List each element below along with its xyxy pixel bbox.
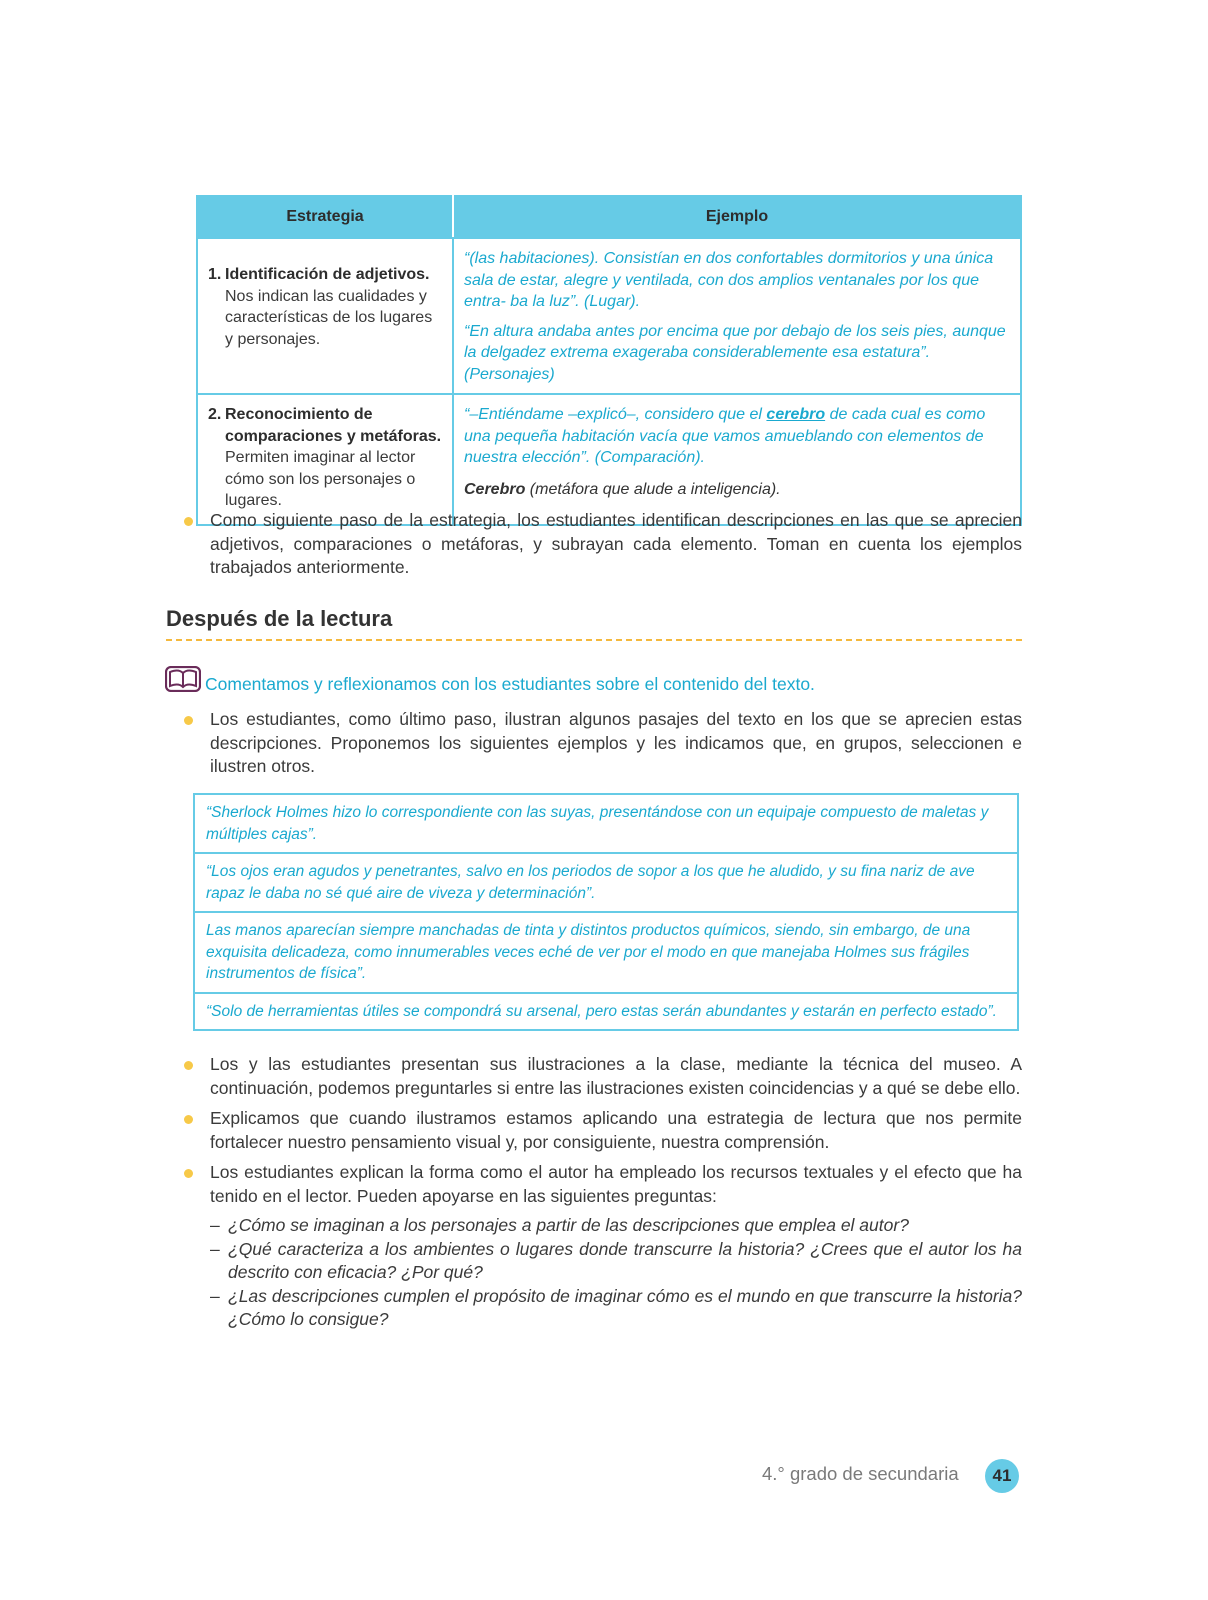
question-item bbox=[210, 1214, 1022, 1238]
example-note bbox=[464, 479, 1010, 501]
bullet-text: Los estudiantes, como último paso, ilustran algunos pasajes del texto en los que se aprecien estas descripciones. Proponemos los siguientes ejemplos y les indicamos que, en grupos, seleccionen e ilustren otros. bbox=[210, 709, 1022, 776]
strategy-number: 1. bbox=[208, 266, 222, 283]
question-item bbox=[210, 1285, 1022, 1332]
example-text: “–Entiéndame –explicó–, considero que el bbox=[464, 406, 767, 423]
strategy-description: Nos indican las cualidades y características de los lugares y personajes. bbox=[225, 287, 433, 348]
question-item bbox=[210, 1238, 1022, 1285]
question-text: ¿Qué caracteriza a los ambientes o lugares donde transcurre la historia? ¿Crees que el autor los ha descrito con eficacia? ¿Por qué? bbox=[228, 1238, 1022, 1282]
example-cell bbox=[453, 238, 1021, 394]
bullet-text: Los estudiantes explican la forma como el autor ha empleado los recursos textuales y el efecto que ha tenido en el lector. Pueden apoyarse en las siguientes preguntas: bbox=[210, 1162, 1022, 1206]
note-term: Cerebro bbox=[464, 480, 526, 498]
list-item bbox=[182, 708, 1022, 779]
strategy-description: Permiten imaginar al lector cómo son los personajes o lugares. bbox=[225, 449, 416, 509]
example-quote: “(las habitaciones). Consistían en dos confortables dormitorios y una única sala de estar, alegre y ventilada, con dos amplios ventanales por los que entra- ba la luz”. (Lugar). bbox=[464, 250, 994, 310]
example-quote: “En altura andaba antes por encima que por debajo de los seis pies, aunque la delgadez extrema exageraba considerablemente esa estatura”. (Personajes) bbox=[464, 322, 1006, 383]
example-cell bbox=[453, 394, 1021, 525]
dash-marker: – bbox=[210, 1238, 220, 1259]
table-header-row bbox=[197, 196, 1021, 238]
table-row bbox=[197, 394, 1021, 525]
highlighted-word: cerebro bbox=[766, 406, 826, 423]
strategy-title: Reconocimiento de comparaciones y metáforas. bbox=[225, 406, 442, 445]
quote-item: “Los ojos eran agudos y penetrantes, salvo en los periodos de sopor a los que he aludido, y su fina nariz de ave rapaz le daba no sé qué aire de viveza y determinación”. bbox=[195, 854, 1017, 913]
example-text: de cada cual es como una pequeña habitación vacía que vamos amueblando con elementos de nuestra elección”. (Comparación). bbox=[464, 406, 986, 466]
strategy-cell bbox=[197, 238, 453, 394]
question-text: ¿Las descripciones cumplen el propósito de imaginar cómo es el mundo en que transcurre la historia? ¿Cómo lo consigue? bbox=[228, 1285, 1022, 1329]
example-quote bbox=[464, 404, 1010, 469]
strategy-title: Identificación de adjetivos. bbox=[225, 266, 430, 283]
quotes-box bbox=[193, 793, 1019, 1031]
bullet-list bbox=[182, 509, 1022, 587]
bullet-dot-icon bbox=[184, 1169, 193, 1178]
question-list bbox=[210, 1214, 1022, 1332]
question-text: ¿Cómo se imaginan a los personajes a partir de las descripciones que emplea el autor? bbox=[228, 1215, 909, 1235]
bullet-dot-icon bbox=[184, 517, 193, 526]
note-text: (metáfora que alude a inteligencia). bbox=[525, 480, 781, 498]
bullet-dot-icon bbox=[184, 1061, 193, 1070]
dash-marker: – bbox=[210, 1215, 220, 1235]
footer-grade: 4.° grado de secundaria bbox=[762, 1463, 959, 1484]
quote-item: “Solo de herramientas útiles se compondrá su arsenal, pero estas serán abundantes y estarán en perfecto estado”. bbox=[206, 1002, 997, 1020]
quote-item: “Sherlock Holmes hizo lo correspondiente con las suyas, presentándose con un equipaje compuesto de maletas y múltiples cajas”. bbox=[195, 795, 1017, 854]
section-divider bbox=[166, 639, 1022, 641]
strategy-table bbox=[196, 195, 1022, 526]
page-number: 41 bbox=[985, 1459, 1019, 1493]
bullet-text: Los y las estudiantes presentan sus ilustraciones a la clase, mediante la técnica del museo. A continuación, podemos preguntarles si entre las ilustraciones existen coincidencias y a qué se debe ello. bbox=[210, 1054, 1022, 1098]
list-item bbox=[182, 1107, 1022, 1154]
list-item bbox=[182, 1053, 1022, 1100]
quote-item: Las manos aparecían siempre manchadas de tinta y distintos productos químicos, siendo, sin embargo, de una exquisita delicadeza, como innumerables veces eché de ver por el modo en que manejaba Holmes sus frágiles instrumentos de física”. bbox=[195, 913, 1017, 994]
strategy-cell bbox=[197, 394, 453, 525]
list-item bbox=[182, 509, 1022, 580]
list-item bbox=[182, 1161, 1022, 1332]
reflection-prompt: Comentamos y reflexionamos con los estudiantes sobre el contenido del texto. bbox=[205, 674, 815, 694]
header-strategy: Estrategia bbox=[197, 196, 453, 238]
bullet-text: Como siguiente paso de la estrategia, los estudiantes identifican descripciones en las que se aprecien adjetivos, comparaciones o metáforas, y subrayan cada elemento. Toman en cuenta los ejemplos trabajados anteriormente. bbox=[210, 510, 1022, 577]
strategy-number: 2. bbox=[208, 406, 222, 423]
section-title: Después de la lectura bbox=[166, 606, 393, 631]
bullet-text: Explicamos que cuando ilustramos estamos aplicando una estrategia de lectura que nos permite fortalecer nuestro pensamiento visual y, por consiguiente, nuestra comprensión. bbox=[210, 1108, 1022, 1152]
table-row bbox=[197, 238, 1021, 394]
dash-marker: – bbox=[210, 1285, 220, 1306]
bullet-dot-icon bbox=[184, 716, 193, 725]
bullet-list bbox=[182, 708, 1022, 786]
bullet-dot-icon bbox=[184, 1115, 193, 1124]
bullet-list bbox=[182, 1053, 1022, 1339]
header-example: Ejemplo bbox=[453, 196, 1021, 238]
book-icon bbox=[165, 666, 201, 692]
